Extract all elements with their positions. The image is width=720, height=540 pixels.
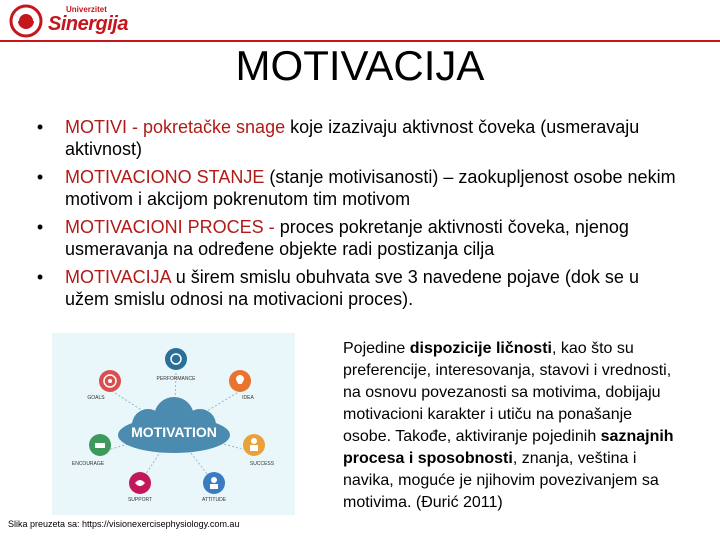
label-attitude: ATTITUDE (201, 497, 227, 503)
side-bold: dispozicije ličnosti (409, 340, 552, 357)
cloud-label: MOTIVATION (131, 424, 217, 440)
bullet-term: MOTIVACIJA (65, 267, 171, 287)
label-success: SUCCESS (249, 461, 275, 467)
bullet-text: koje izazivaju aktivnost čoveka (usmeravaju aktivnost) (65, 117, 640, 159)
bullet-term: MOTIVACIONI PROCES - (65, 217, 275, 237)
bullet-text: u širem smislu obuhvata sve 3 navedene pojave (dok se u užem smislu odnosi na motivacioni proces). (65, 267, 639, 309)
bullet-dot-icon: • (36, 167, 44, 187)
bullet-term: MOTIVACIONO STANJE (65, 167, 265, 187)
bullet-dot-icon: • (36, 117, 44, 137)
side-text: , znanja, veština i navika, moguće je njihovim povezivanjem sa motivima. (Đurić 2011) (343, 450, 659, 511)
bullet-text: proces pokretanje aktivnosti čoveka, njenog usmeravanja na određene objekte radi postizanja cilja (65, 217, 629, 259)
bullet-list (30, 116, 680, 316)
logo-emblem-icon (8, 4, 44, 38)
label-idea: IDEA (242, 395, 254, 401)
bullet-text: (stanje motivisanosti) – zaokupljenost osobe nekim motivom i akcijom pokrenutom tim motivom (65, 167, 676, 209)
university-logo (8, 4, 128, 38)
bullet-dot-icon: • (36, 267, 44, 287)
bullet-term: MOTIVI - pokretačke snage (65, 117, 286, 137)
motivation-image (52, 333, 295, 515)
motivation-illustration (52, 333, 295, 515)
bullet-dot-icon: • (36, 217, 44, 237)
label-performance: PERFORMANCE (156, 376, 196, 382)
side-text: Pojedine (343, 340, 410, 357)
label-encourage: ENCOURAGE (71, 461, 105, 467)
side-paragraph (343, 338, 683, 514)
label-support: SUPPORT (127, 497, 153, 503)
logo-name: Sinergija (48, 13, 128, 35)
support-bubble (128, 472, 152, 503)
slide-title: MOTIVACIJA (235, 42, 485, 89)
bullet-item (30, 166, 680, 210)
bullet-item (30, 216, 680, 260)
side-text: , kao što su preferencije, interesovanja, stavovi i vrednosti, na osnovu povezanosti sa motivima, dobijaju motivacioni karakter i utiču na ponašanje osobe. Takođe, aktiviranje pojedinih (343, 340, 672, 445)
bullet-item (30, 116, 680, 160)
image-caption: Slika preuzeta sa: https://visionexercisephysiology.com.au (8, 519, 240, 529)
logo-university-word: Univerzitet (66, 5, 107, 14)
side-bold: saznajnih procesa i sposobnosti (343, 428, 674, 467)
label-goals: GOALS (87, 395, 105, 401)
bullet-item (30, 266, 680, 310)
